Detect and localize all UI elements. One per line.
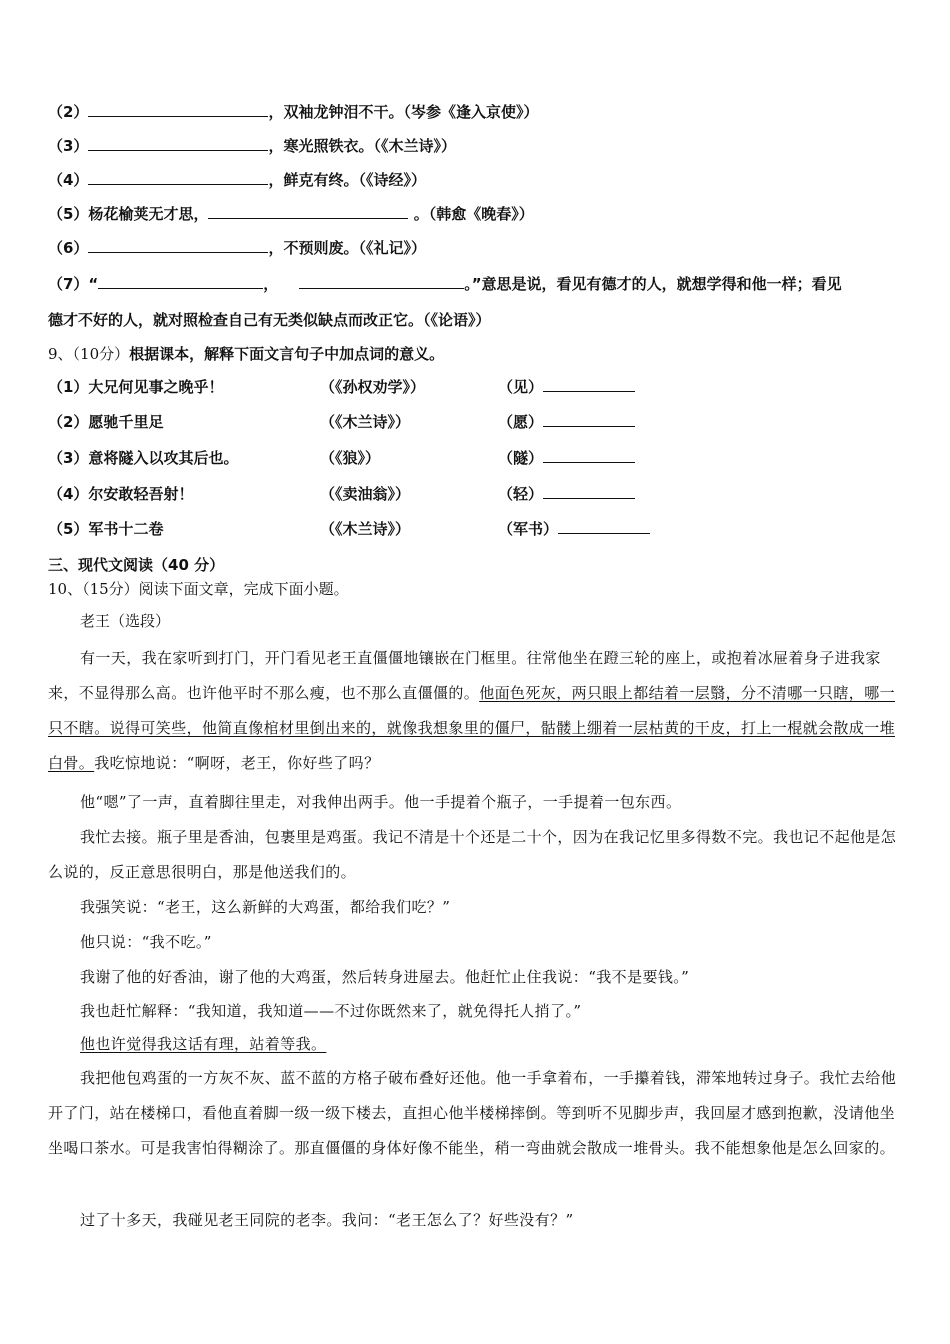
q9-source: （《狼》） (320, 449, 381, 467)
article-paragraph-5: 他只说：“我不吃。” (80, 933, 212, 951)
q9-word: （愿） (498, 413, 544, 431)
q8-line-4 (48, 170, 426, 190)
answer-blank[interactable] (88, 136, 268, 151)
section-heading: 三、现代文阅读（40 分） (48, 556, 225, 574)
q8-line-4-prefix: （4） (48, 171, 89, 189)
underlined-passage: 他也许觉得我这话有理，站着等我。 (80, 1035, 327, 1053)
q9-sentence: （2）愿驰千里足 (48, 413, 164, 431)
q8-line-2-prefix: （2） (48, 103, 89, 121)
q9-sentence: （4）尔安敢轻吾射！ (48, 485, 194, 503)
q9-word: （隧） (498, 449, 544, 467)
article-paragraph-7: 我也赶忙解释：“我知道，我知道——不过你既然来了，就免得托人捎了。” (80, 1002, 582, 1020)
answer-blank[interactable] (88, 102, 268, 117)
q8-line-7-text: 。”意思是说，看见有德才的人，就想学得和他一样；看见 (464, 275, 842, 293)
answer-blank[interactable] (88, 238, 268, 253)
q9-sentence: （1）大兄何见事之晚乎！ (48, 378, 224, 396)
article-paragraph-10: 过了十多天，我碰见老王同院的老李。我问：“老王怎么了？好些没有？” (80, 1211, 574, 1229)
q8-line-7-comma: ， (263, 275, 279, 293)
q9-word: （见） (498, 378, 544, 396)
q8-line-5 (48, 204, 534, 224)
q9-source: （《木兰诗》） (320, 413, 411, 431)
q9-sentence: （3）意将隧入以攻其后也。 (48, 449, 239, 467)
article-paragraph-9: 我把他包鸡蛋的一方灰不灰、蓝不蓝的方格子破布叠好还他。他一手拿着布，一手攥着钱，滞笨地转过身子。我忙去给他开了门，站在楼梯口，看他直着脚一级一级下楼去，直担心他半楼梯摔倒。等到听不见脚步声，我回屋才感到抱歉，没请他坐坐喝口茶水。可是我害怕得糊涂了。那直僵僵的身体好像不能坐，稍一弯曲就会散成一堆骨头。我不能想象他是怎么回家的。 (48, 1069, 897, 1157)
paragraph-text: 我吃惊地说：“啊呀，老王，你好些了吗？ (94, 754, 380, 772)
answer-blank[interactable] (543, 412, 635, 427)
q8-line-2-text: ，双袖龙钟泪不干。（岑参《逢入京使》） (268, 103, 539, 121)
article-paragraph-8 (48, 1027, 908, 1062)
article-paragraph-2: 他“嗯”了一声，直着脚往里走，对我伸出两手。他一手提着个瓶子，一手提着一包东西。 (80, 793, 682, 811)
answer-blank[interactable] (543, 448, 635, 463)
q9-source: （《卖油翁》） (320, 485, 411, 503)
article-paragraph-1 (48, 641, 908, 781)
underlined-passage: 他面色死灰，两只眼上都结着一层翳，分不清哪一只瞎，哪一只不瞎。说得可笑些，他简直像棺材里倒出来的，就像我想象里的僵尸，骷髅上绷着一层枯黄的干皮，打上一棍就会散成一堆白骨。 (48, 684, 896, 772)
q9-title (48, 344, 444, 364)
q8-line-7-continuation: 德才不好的人，就对照检查自己有无类似缺点而改正它。（《论语》） (48, 311, 491, 329)
q10-instruction: （15分）阅读下面文章，完成下面小题。 (82, 580, 349, 598)
q9-word: （军书） (498, 520, 559, 538)
answer-blank[interactable] (558, 519, 650, 534)
answer-blank[interactable] (543, 377, 635, 392)
q10-title (48, 579, 349, 599)
answer-blank[interactable] (543, 484, 635, 499)
paragraph-text: 有一天，我在家听到打门，开门看见老王直僵僵地镶嵌在门框里。往常他坐在蹬三轮的座上，或抱着冰屉着身子进我家来，不显得那么高。也许他平时不那么瘦，也不那么直僵僵的。 (48, 649, 881, 702)
article-paragraph-6: 我谢了他的好香油，谢了他的大鸡蛋，然后转身进屋去。他赶忙止住我说：“我不是要钱。” (80, 968, 690, 986)
q8-line-5-text: 。（韩愈《晚春》） (413, 205, 534, 223)
q8-line-6-text: ，不预则废。（《礼记》） (268, 239, 426, 257)
q8-line-3 (48, 136, 456, 156)
q8-line-7-cont (48, 310, 491, 330)
q9-sentence: （5）军书十二卷 (48, 520, 164, 538)
q9-instruction: 根据课本，解释下面文言句子中加点词的意义。 (129, 345, 445, 363)
q8-line-2 (48, 102, 538, 122)
answer-blank[interactable] (88, 170, 268, 185)
q9-source: （《孙权劝学》） (320, 378, 426, 396)
article-paragraph-3: 我忙去接。瓶子里是香油，包裹里是鸡蛋。我记不清是十个还是二十个，因为在我记忆里多得数不完。我也记不起他是怎么说的，反正意思很明白，那是他送我们的。 (48, 828, 897, 881)
answer-blank[interactable] (299, 274, 464, 289)
q9-source: （《木兰诗》） (320, 520, 411, 538)
q8-line-5-prefix: （5）杨花榆荚无才思， (48, 205, 209, 223)
q8-line-6-prefix: （6） (48, 239, 89, 257)
q8-line-6 (48, 238, 426, 258)
q10-number: 10、 (48, 580, 83, 598)
answer-blank[interactable] (208, 204, 408, 219)
q8-line-3-text: ，寒光照铁衣。（《木兰诗》） (268, 137, 456, 155)
article-title: 老王（选段） (80, 612, 171, 630)
q8-line-7 (48, 274, 842, 294)
q8-line-3-prefix: （3） (48, 137, 89, 155)
article-paragraph-4: 我强笑说：“老王，这么新鲜的大鸡蛋，都给我们吃？” (80, 898, 451, 916)
q9-word: （轻） (498, 485, 544, 503)
answer-blank[interactable] (98, 274, 263, 289)
q9-number: 9、（10分） (48, 345, 130, 363)
q8-line-4-text: ，鲜克有终。（《诗经》） (268, 171, 426, 189)
q8-line-7-prefix: （7）“ (48, 275, 99, 293)
